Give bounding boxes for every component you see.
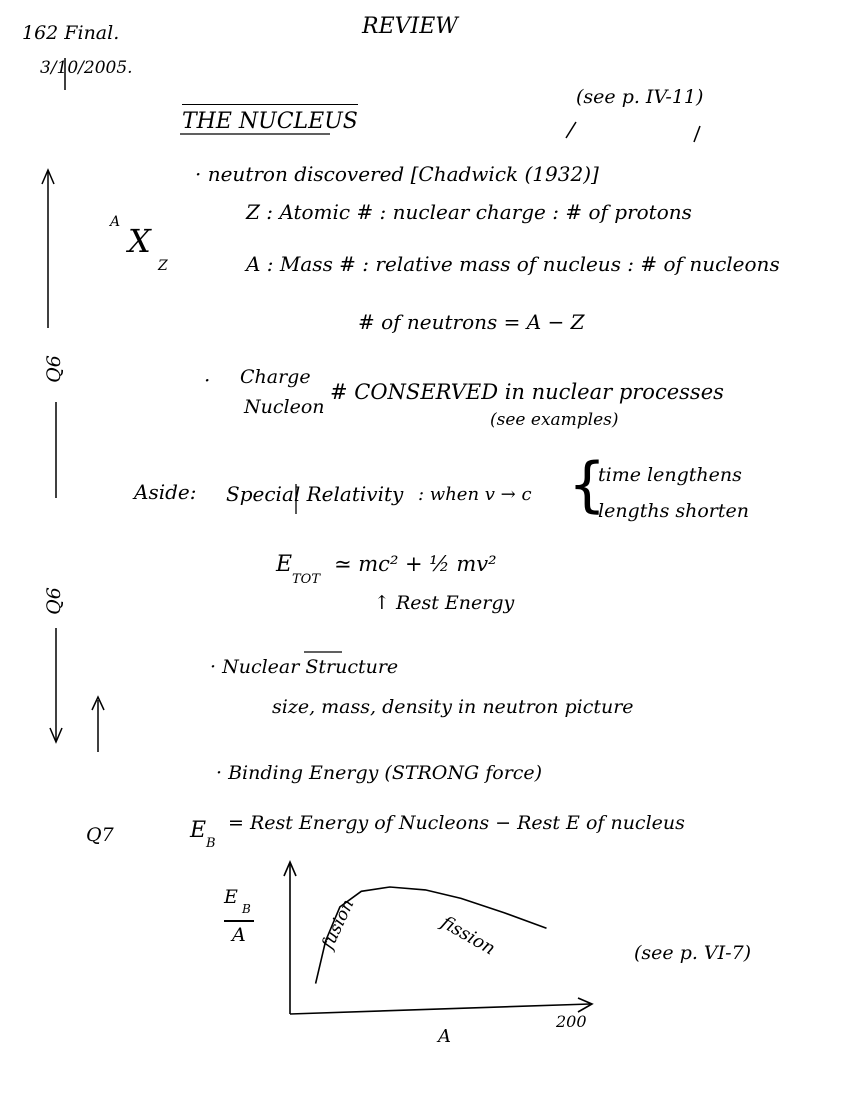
graph-x-label: A bbox=[438, 1026, 451, 1047]
aside-topic: Special Relativity bbox=[226, 482, 404, 506]
date-label: 3/10/2005. bbox=[40, 58, 133, 78]
aside-brace: { bbox=[568, 450, 607, 520]
fusion-annotation: fusion bbox=[318, 896, 359, 953]
energy-equation: ≃ mc² + ½ mv² bbox=[334, 552, 497, 576]
aside-condition: : when v → c bbox=[418, 484, 532, 505]
binding-e: E bbox=[190, 818, 207, 843]
symbol-main: X bbox=[128, 222, 151, 260]
graph-x-axis bbox=[290, 1004, 590, 1014]
rest-energy-note: ↑ Rest Energy bbox=[374, 592, 515, 614]
binding-equation: = Rest Energy of Nucleons − Rest E of nucleus bbox=[228, 812, 685, 834]
page-title: REVIEW bbox=[362, 14, 458, 39]
binding-title: · Binding Energy (STRONG force) bbox=[216, 762, 543, 784]
neutron-note: · neutron discovered [Chadwick (1932)] bbox=[195, 162, 599, 186]
course-label: 162 Final. bbox=[22, 22, 120, 44]
margin-q6-bottom: Q6 bbox=[42, 587, 65, 615]
aside-line1: time lengthens bbox=[598, 464, 742, 486]
conserved-text: # CONSERVED in nuclear processes bbox=[330, 380, 724, 404]
energy-e: E bbox=[276, 552, 293, 577]
fission-annotation: fission bbox=[437, 912, 499, 960]
binding-curve bbox=[316, 887, 547, 984]
aside-label: Aside: bbox=[134, 480, 197, 504]
symbol-super: A bbox=[110, 214, 121, 230]
graph-y-sub: B bbox=[242, 902, 251, 916]
section-title: THE NUCLEUS bbox=[182, 104, 358, 134]
conserved-examples: (see examples) bbox=[490, 410, 619, 430]
graph-x-tick: 200 bbox=[556, 1012, 587, 1031]
aside-line2: lengths shorten bbox=[598, 500, 750, 522]
conserved-charge: Charge bbox=[240, 366, 311, 388]
graph-reference: (see p. VI-7) bbox=[634, 942, 752, 964]
page-reference: (see p. IV-11) bbox=[576, 86, 704, 108]
z-definition: Z : Atomic # : nuclear charge : # of protons bbox=[246, 200, 692, 224]
structure-title: · Nuclear Structure bbox=[210, 656, 399, 678]
conserved-bullet: · bbox=[204, 368, 211, 392]
symbol-sub: Z bbox=[158, 258, 168, 274]
conserved-nucleon: Nucleon bbox=[244, 396, 325, 418]
margin-q6-top: Q6 bbox=[42, 355, 65, 383]
graph-y-bottom: A bbox=[232, 924, 246, 946]
a-definition: A : Mass # : relative mass of nucleus : # of nucleons bbox=[246, 252, 780, 276]
binding-q7: Q7 bbox=[86, 824, 114, 846]
binding-sub: B bbox=[206, 836, 216, 851]
neutron-count: # of neutrons = A − Z bbox=[358, 310, 585, 334]
energy-sub: TOT bbox=[292, 572, 320, 587]
structure-text: size, mass, density in neutron picture bbox=[272, 696, 634, 718]
graph-y-top: E bbox=[224, 886, 238, 908]
